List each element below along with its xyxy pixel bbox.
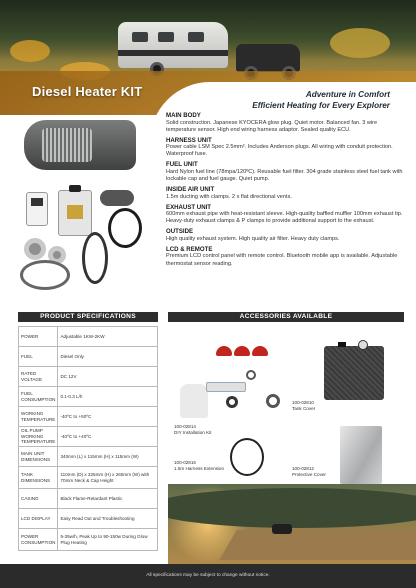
product-image <box>18 112 148 302</box>
table-row: CASING Black Flame-Retardant Plastic <box>19 489 158 509</box>
bottom-photo <box>168 484 416 564</box>
section-outside: OUTSIDE High quality exhaust system. High quality air filter. Heavy duty clamps. <box>166 228 340 242</box>
section-harness-unit: HARNESS UNIT Power cable LSM Spec 2.5mm². Includes Anderson plugs. All wiring with conduit protection. Waterproof fuse. <box>166 136 393 158</box>
table-row: WORKING TEMPERATURE -40ºC to +50ºC <box>19 407 158 427</box>
table-row: FUEL Diesel Only <box>19 347 158 367</box>
table-row: TANK DIMENSIONS 110mm (D) x 325mm (H) x 265mm (W) with 70mm Neck & Cap Height <box>19 467 158 489</box>
caravan <box>118 22 228 68</box>
heater-unit <box>24 120 136 170</box>
accessory-item: 100-02814 DIY Installation Kit <box>174 424 212 435</box>
accessory-item: 100-02812 Protective Cover <box>292 466 326 477</box>
accessory-item: 100-02816 1.5m Harness Extension <box>174 460 225 471</box>
harness-extension-image <box>230 438 264 476</box>
fuel-tank <box>58 190 92 236</box>
section-main-body: MAIN BODY Solid construction. Japanese KYOCERA glow plug. Quiet motor. Balanced fan. 3 wire temperature sensor. High end wiring harness adaptor. Sealed quality ECU. <box>166 112 378 133</box>
table-row: POWER Adjustable 1KW-2KW <box>19 327 158 347</box>
feature-sections <box>166 112 404 271</box>
tagline-line-1: Adventure in Comfort <box>305 90 390 99</box>
protective-cover-image <box>340 426 382 484</box>
spec-table <box>18 326 158 551</box>
tank-cover-image <box>324 346 384 400</box>
page-title: Diesel Heater KIT <box>32 84 143 99</box>
table-row: OIL PUMP WORKING TEMPERATURE -40ºC to +40ºC <box>19 427 158 447</box>
section-fuel-unit: FUEL UNIT Hard Nylon fuel line (78mpa/120ºC). Reusable fuel filter. 304 grade stainless steel fuel tank with lockable cap and fuel gauge. Quiet pump. <box>166 161 403 182</box>
table-row: MAIN UNIT DIMENSIONS 340mm (L) x 115mm (H) x 115mm (W) <box>19 447 158 467</box>
specs-heading: PRODUCT SPECIFICATIONS <box>18 312 158 322</box>
installation-kit-image <box>176 344 286 424</box>
section-inside-air-unit: INSIDE AIR UNIT 1.5m ducting with clamps. 2 x flat directional vents. <box>166 186 292 200</box>
table-row: FUEL CONSUMPTION 0.1-0.3 L/h <box>19 387 158 407</box>
lcd-controller <box>26 192 48 226</box>
accessories-panel <box>168 326 404 496</box>
table-row: LCD DISPLAY Easy Read Out and Troubleshooting <box>19 509 158 529</box>
vehicle <box>272 524 292 534</box>
section-exhaust-unit: EXHAUST UNIT 600mm exhaust pipe with heat-resistant sleeve. High-quality baffled muffler 100mm exhaust tip. Heavy-duty exhaust clamps & P clamps to provide additional support to the exhaust. <box>166 203 403 225</box>
accessories-heading: ACCESSORIES AVAILABLE <box>168 312 404 322</box>
tagline-line-2: Efficient Heating for Every Explorer <box>252 101 390 110</box>
footer-note: All specifications may be subject to change without notice. <box>0 564 416 588</box>
tagline <box>252 89 390 111</box>
table-row: POWER CONSUMPTION 5-35w/h, Peak Up to 90-150w During Glow Plug Heating <box>19 529 158 551</box>
section-lcd-remote: LCD & REMOTE Premium LCD control panel with remote control. Bluetooth mobile app is available. Adjustable thermostat sensor reading. <box>166 245 398 267</box>
accessory-item: 100-02810 Tank Cover <box>292 400 316 411</box>
table-row: RATED VOLTAGE DC 12V <box>19 367 158 387</box>
fuel-pump <box>100 190 134 206</box>
